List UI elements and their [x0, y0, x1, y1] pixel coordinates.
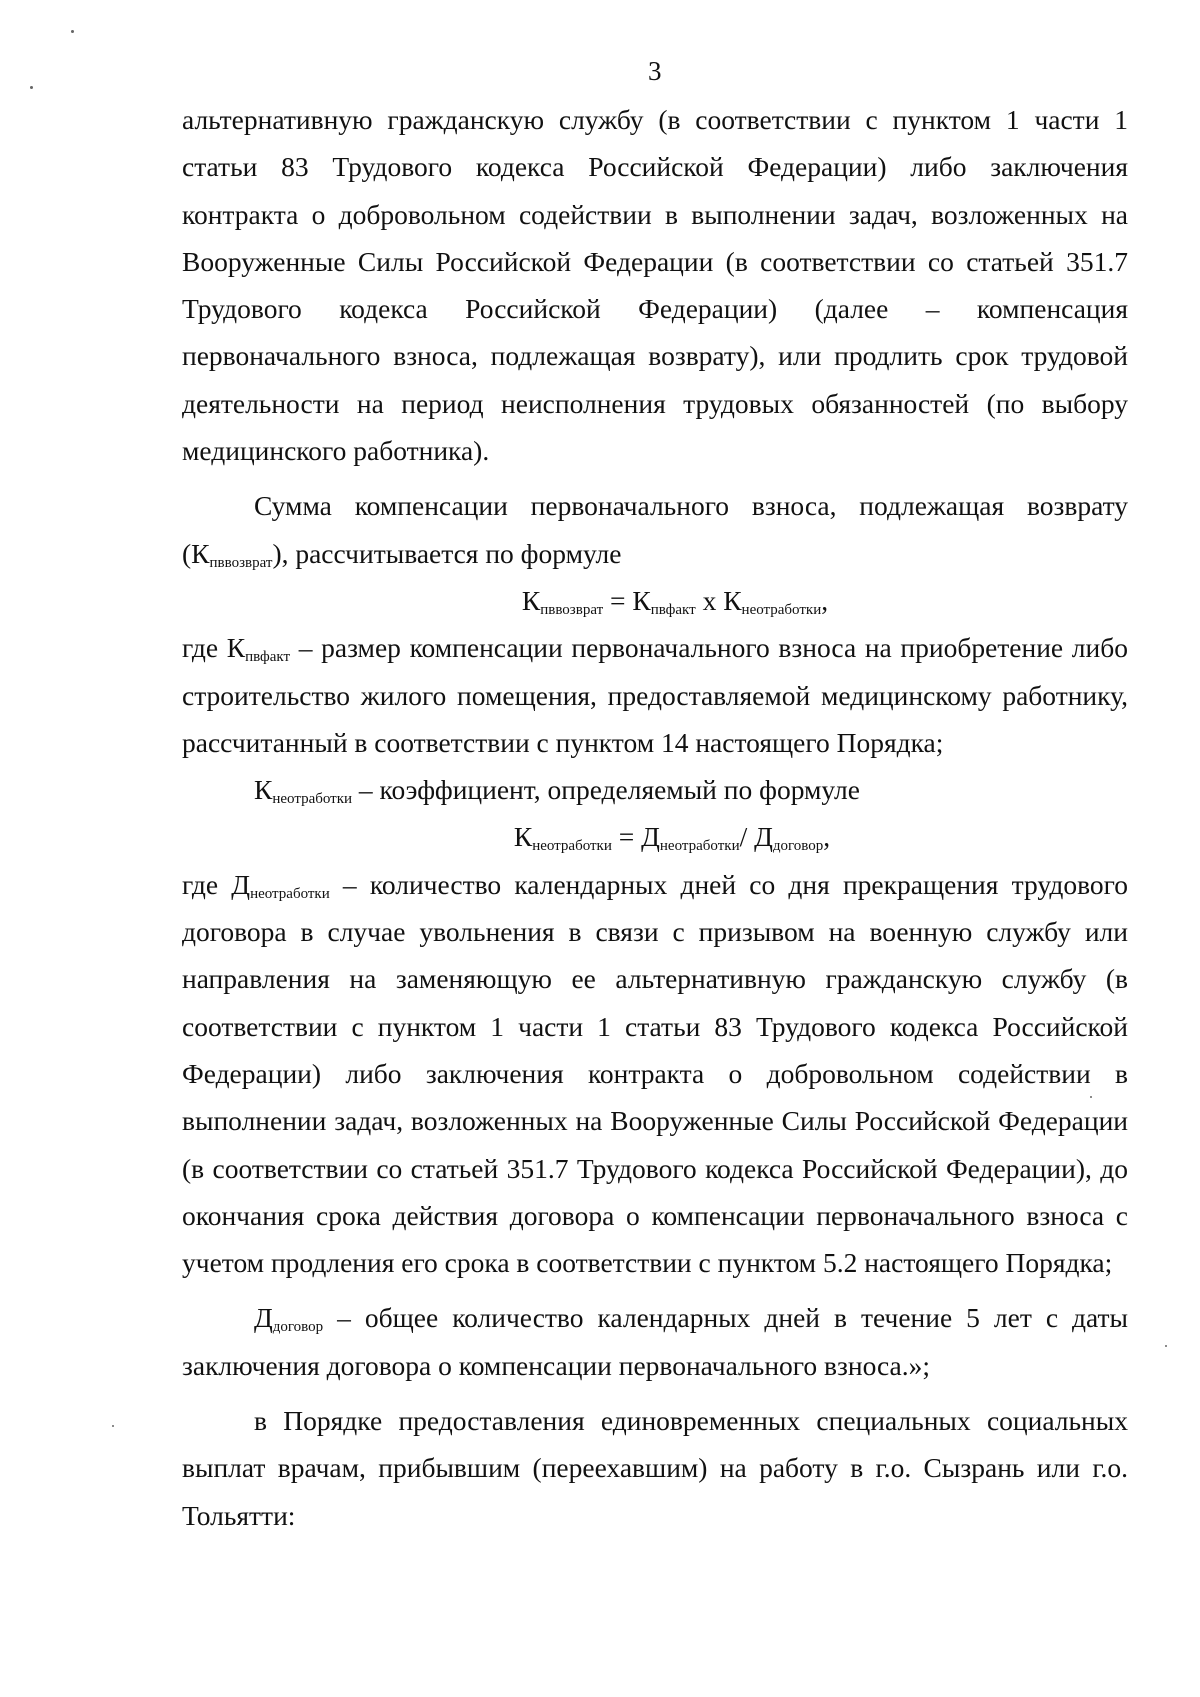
- paragraph-continuation: альтернативную гражданскую службу (в соответствии с пунктом 1 части 1 статьи 83 Трудового кодекса Российской Федерации) либо заключения контракта о добровольном содействии в выполнении задач, возложенных на Вооруженные Силы Российской Федерации (в соответствии со статьей 351.7 Трудового кодекса Российской Федерации) (далее – компенсация первоначального взноса, подлежащая возврату), или продлить срок трудовой деятельности на период неисполнения трудовых обязанностей (по выбору медицинского работника).: [182, 104, 1128, 467]
- document-body: [182, 96, 1128, 1539]
- formula-refund: $К_{пввозврат} = К_{пвфакт}$ x $К_{неотработки}$,: [521, 584, 829, 618]
- paragraph-refund-sum: Сумма компенсации первоначального взноса, подлежащая возврату $(К_{пввозврат})$, рассчитывается по формуле: [182, 490, 1128, 571]
- subscript: пввозврат: [209, 554, 273, 571]
- paragraph-procedure: в Порядке предоставления единовременных специальных социальных выплат врачам, прибывшим (переехавшим) на работу в г.о. Сызрань или г.о. Тольятти:: [182, 1405, 1128, 1531]
- paragraph-ddogovor: $Д_{договор}$ – общее количество календарных дней в течение 5 лет с даты заключения договора о компенсации первоначального взноса.»;: [182, 1302, 1128, 1381]
- scan-speck: [112, 1425, 114, 1427]
- formula-coefficient: $К_{неотработки} = Д_{неотработки}/$ $Д_{договор}$,: [513, 821, 831, 855]
- scan-speck: [1090, 1096, 1092, 1098]
- scan-speck: [71, 30, 74, 33]
- paragraph-where-kpvfakt: где $К_{пвфакт}$ – размер компенсации первоначального взноса на приобретение либо строительство жилого помещения, предоставляемой медицинскому работнику, рассчитанный в соответствии с пунктом 14 настоящего Порядка;: [182, 632, 1128, 758]
- paragraph-coefficient: $К_{неотработки}$ – коэффициент, определяемый по формуле: [254, 774, 860, 808]
- paragraph-where-dneotrabotki: где $Д_{неотработки}$ – количество календарных дней со дня прекращения трудового договора в случае увольнения в связи с призывом на военную службу или направления на заменяющую ее альтернативную гражданскую службу (в соответствии с пунктом 1 части 1 статьи 83 Трудового кодекса Российской Федерации) либо заключения контракта о добровольном содействии в выполнении задач, возложенных на Вооруженные Силы Российской Федерации (в соответствии со статьей 351.7 Трудового кодекса Российской Федерации), до окончания срока действия договора о компенсации первоначального взноса с учетом продления его срока в соответствии с пунктом 5.2 настоящего Порядка;: [182, 868, 1128, 1279]
- page-number: 3: [648, 56, 662, 86]
- scan-speck: [30, 86, 33, 89]
- scan-speck: [1165, 1345, 1167, 1347]
